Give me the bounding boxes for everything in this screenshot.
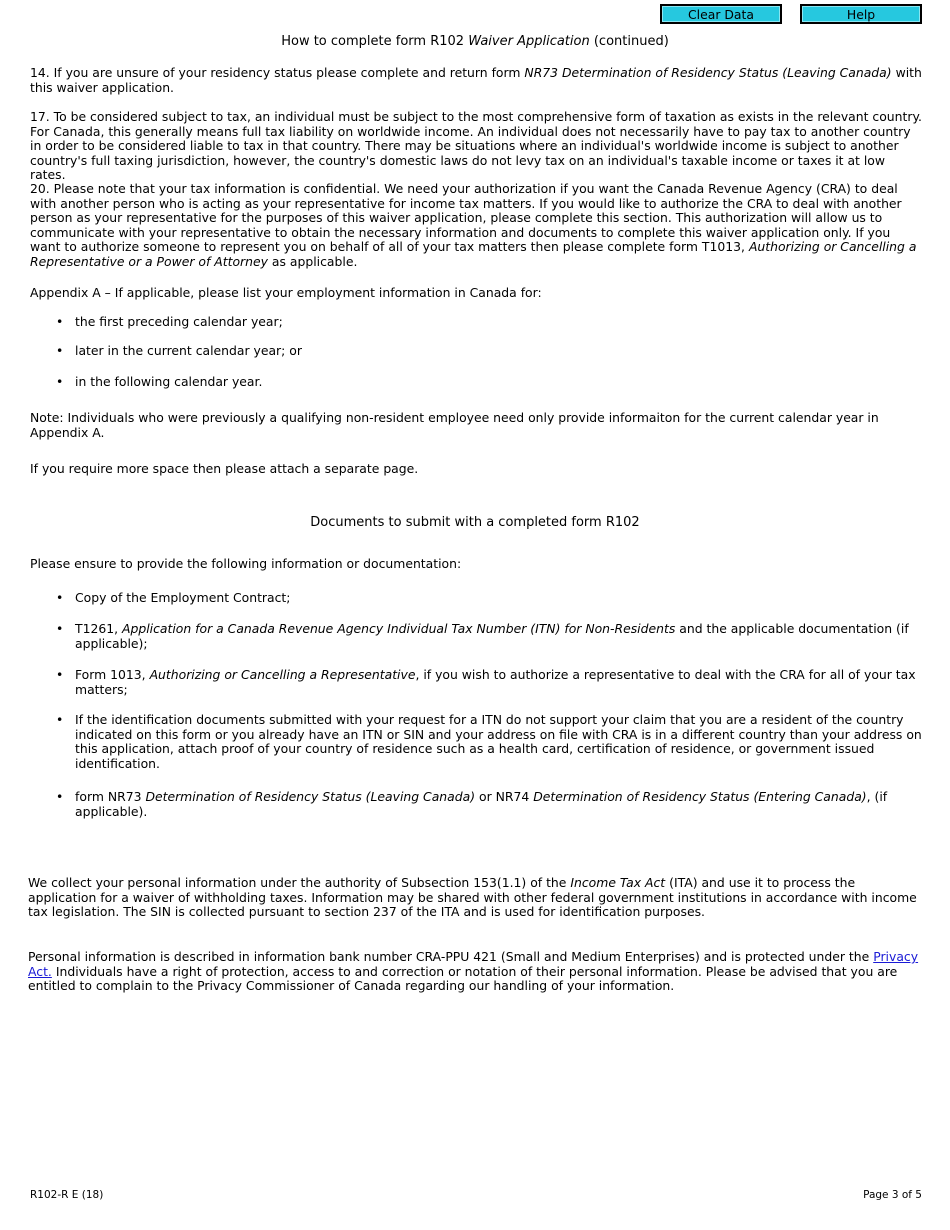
page-title: How to complete form R102 Waiver Application (continued) <box>281 34 669 49</box>
document-item: • T1261, Application for a Canada Revenue Agency Individual Tax Number (ITN) for Non-Residents and the applicable documentation (if applicable); <box>75 622 923 651</box>
privacy-statement: We collect your personal information under the authority of Subsection 153(1.1) of the Income Tax Act (ITA) and use it to process the application for a waiver of withholding taxes. Information may be shared with other federal government institutions in accordance with income tax legislation. The SIN is collected pursuant to section 237 of the ITA and is used for identification purposes. <box>28 875 917 920</box>
appendix-note: Note: Individuals who were previously a qualifying non-resident employee need only provide informaiton for the current calendar year in Appendix A. <box>30 410 879 440</box>
list-item: • later in the current calendar year; or <box>75 344 923 359</box>
document-item: • If the identification documents submitted with your request for a ITN do not support your claim that you are a resident of the country indicated on this form or you already have an ITN or SIN and your address on file with CRA is in a different country than your address on this application, attach proof of your country of residence such as a health card, certification of residence, or government issued identification. <box>75 713 923 771</box>
appendix-intro: Appendix A – If applicable, please list your employment information in Canada for: <box>30 285 542 300</box>
document-item: • form NR73 Determination of Residency Status (Leaving Canada) or NR74 Determination of Residency Status (Entering Canada), (if applicable). <box>75 790 923 819</box>
note-17: 17. To be considered subject to tax, an individual must be subject to the most comprehensive form of taxation as exists in the relevant country. For Canada, this generally means full tax liability on worldwide income. An individual does not necessarily have to pay tax to another country in order to be considered liable to tax in that country. There may be situations where an individual's worldwide income is subject to another country's full taxing jurisdiction, however, the country's domestic laws do not levy tax on an individual's taxable income or taxes it at low rates. <box>30 109 922 183</box>
list-item: • the first preceding calendar year; <box>75 315 923 330</box>
documents-intro: Please ensure to provide the following information or documentation: <box>30 556 462 571</box>
page-number: Page 3 of 5 <box>863 1189 922 1201</box>
clear-data-button[interactable]: Clear Data <box>660 4 782 24</box>
document-item: • Form 1013, Authorizing or Cancelling a Representative, if you wish to authorize a representative to deal with the CRA for all of your tax matters; <box>75 668 923 697</box>
note-14: 14. If you are unsure of your residency status please complete and return form NR73 Determination of Residency Status (Leaving Canada) with this waiver application. <box>30 65 922 95</box>
note-20: 20. Please note that your tax information is confidential. We need your authorization if you want the Canada Revenue Agency (CRA) to deal with another person who is acting as your representative for income tax matters. If you would like to authorize the CRA to deal with another person as your representative for the purposes of this waiver application, please complete this section. This authorization will allow us to communicate with your representative to obtain the necessary information and documents to complete this waiver application only. If you want to authorize someone to represent you on behalf of all of your tax matters then please complete form T1013, Authorizing or Cancelling a Representative or a Power of Attorney as applicable. <box>30 181 917 269</box>
document-item: • Copy of the Employment Contract; <box>75 591 923 606</box>
form-identifier: R102-R E (18) <box>30 1189 104 1201</box>
list-item: • in the following calendar year. <box>75 375 923 390</box>
privacy-info-bank: Personal information is described in information bank number CRA-PPU 421 (Small and Medium Enterprises) and is protected under the Privacy Act. Individuals have a right of protection, access to and correction or notation of their personal information. Please be advised that you are entitled to complain to the Privacy Commissioner of Canada regarding our handling of your information. <box>28 949 919 994</box>
documents-title: Documents to submit with a completed form R102 <box>310 515 640 530</box>
help-button[interactable]: Help <box>800 4 922 24</box>
privacy-act-link[interactable]: Privacy Act. <box>28 949 919 979</box>
extra-space-note: If you require more space then please attach a separate page. <box>30 461 419 476</box>
